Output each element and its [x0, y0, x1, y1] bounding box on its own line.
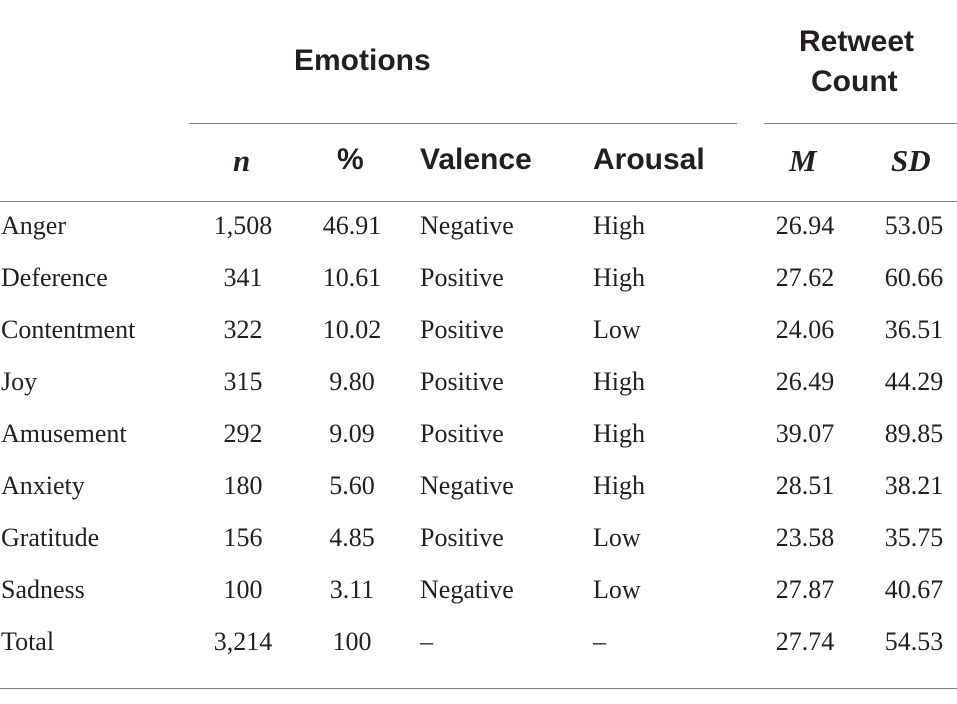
cell-valence: Positive — [420, 523, 504, 552]
cell-mean: 27.62 — [775, 263, 835, 292]
cell-arousal: High — [593, 263, 645, 292]
cell-arousal: High — [593, 211, 645, 240]
emotions-group-rule — [189, 123, 737, 124]
cell-sd: 89.85 — [884, 419, 944, 448]
cell-arousal: High — [593, 471, 645, 500]
col-header-n: n — [233, 143, 251, 178]
col-header-mean: M — [789, 143, 817, 178]
header-bottom-rule — [0, 201, 957, 202]
cell-sd: 36.51 — [884, 315, 944, 344]
cell-sd: 38.21 — [884, 471, 944, 500]
table-bottom-rule — [0, 688, 957, 689]
cell-arousal: – — [593, 627, 606, 656]
cell-mean: 39.07 — [775, 419, 835, 448]
cell-emotion: Gratitude — [1, 523, 100, 552]
cell-arousal: Low — [593, 315, 641, 344]
cell-emotion: Anxiety — [1, 471, 85, 500]
cell-n: 1,508 — [213, 211, 273, 240]
cell-mean: 26.94 — [775, 211, 835, 240]
cell-arousal: High — [593, 367, 645, 396]
cell-sd: 54.53 — [884, 627, 944, 656]
cell-mean: 23.58 — [775, 523, 835, 552]
cell-valence: Positive — [420, 419, 504, 448]
cell-valence: Negative — [420, 211, 514, 240]
cell-arousal: Low — [593, 575, 641, 604]
cell-n: 315 — [223, 367, 263, 396]
cell-sd: 35.75 — [884, 523, 944, 552]
cell-valence: – — [420, 627, 433, 656]
cell-percent: 5.60 — [329, 471, 375, 500]
cell-mean: 26.49 — [775, 367, 835, 396]
cell-mean: 27.74 — [775, 627, 835, 656]
cell-percent: 10.61 — [322, 263, 382, 292]
col-header-percent: % — [337, 143, 364, 176]
group-header-retweet-count-line2: Count — [811, 65, 898, 98]
cell-mean: 24.06 — [775, 315, 835, 344]
cell-valence: Negative — [420, 471, 514, 500]
col-header-sd: SD — [891, 143, 931, 178]
cell-n: 341 — [223, 263, 263, 292]
cell-mean: 27.87 — [775, 575, 835, 604]
col-header-arousal: Arousal — [593, 143, 705, 176]
cell-n: 292 — [223, 419, 263, 448]
cell-emotion: Anger — [1, 211, 66, 240]
group-header-emotions: Emotions — [294, 44, 431, 77]
cell-percent: 3.11 — [329, 575, 375, 604]
cell-emotion: Amusement — [1, 419, 127, 448]
cell-n: 100 — [223, 575, 263, 604]
cell-valence: Negative — [420, 575, 514, 604]
cell-percent: 10.02 — [322, 315, 382, 344]
cell-valence: Positive — [420, 367, 504, 396]
group-header-retweet-count-line1: Retweet — [799, 25, 915, 58]
cell-emotion: Deference — [1, 263, 108, 292]
cell-emotion: Contentment — [1, 315, 136, 344]
cell-emotion: Total — [1, 627, 55, 656]
cell-sd: 60.66 — [884, 263, 944, 292]
cell-mean: 28.51 — [775, 471, 835, 500]
cell-n: 156 — [223, 523, 263, 552]
cell-valence: Positive — [420, 315, 504, 344]
cell-sd: 40.67 — [884, 575, 944, 604]
cell-n: 322 — [223, 315, 263, 344]
cell-emotion: Sadness — [1, 575, 85, 604]
cell-percent: 9.09 — [329, 419, 375, 448]
retweet-group-rule — [764, 123, 957, 124]
cell-sd: 44.29 — [884, 367, 944, 396]
cell-valence: Positive — [420, 263, 504, 292]
col-header-valence: Valence — [420, 143, 532, 176]
cell-percent: 46.91 — [322, 211, 382, 240]
cell-arousal: High — [593, 419, 645, 448]
cell-percent: 100 — [332, 627, 372, 656]
cell-arousal: Low — [593, 523, 641, 552]
cell-n: 180 — [223, 471, 263, 500]
cell-percent: 9.80 — [329, 367, 375, 396]
cell-n: 3,214 — [213, 627, 273, 656]
cell-percent: 4.85 — [329, 523, 375, 552]
cell-emotion: Joy — [1, 367, 38, 396]
cell-sd: 53.05 — [884, 211, 944, 240]
